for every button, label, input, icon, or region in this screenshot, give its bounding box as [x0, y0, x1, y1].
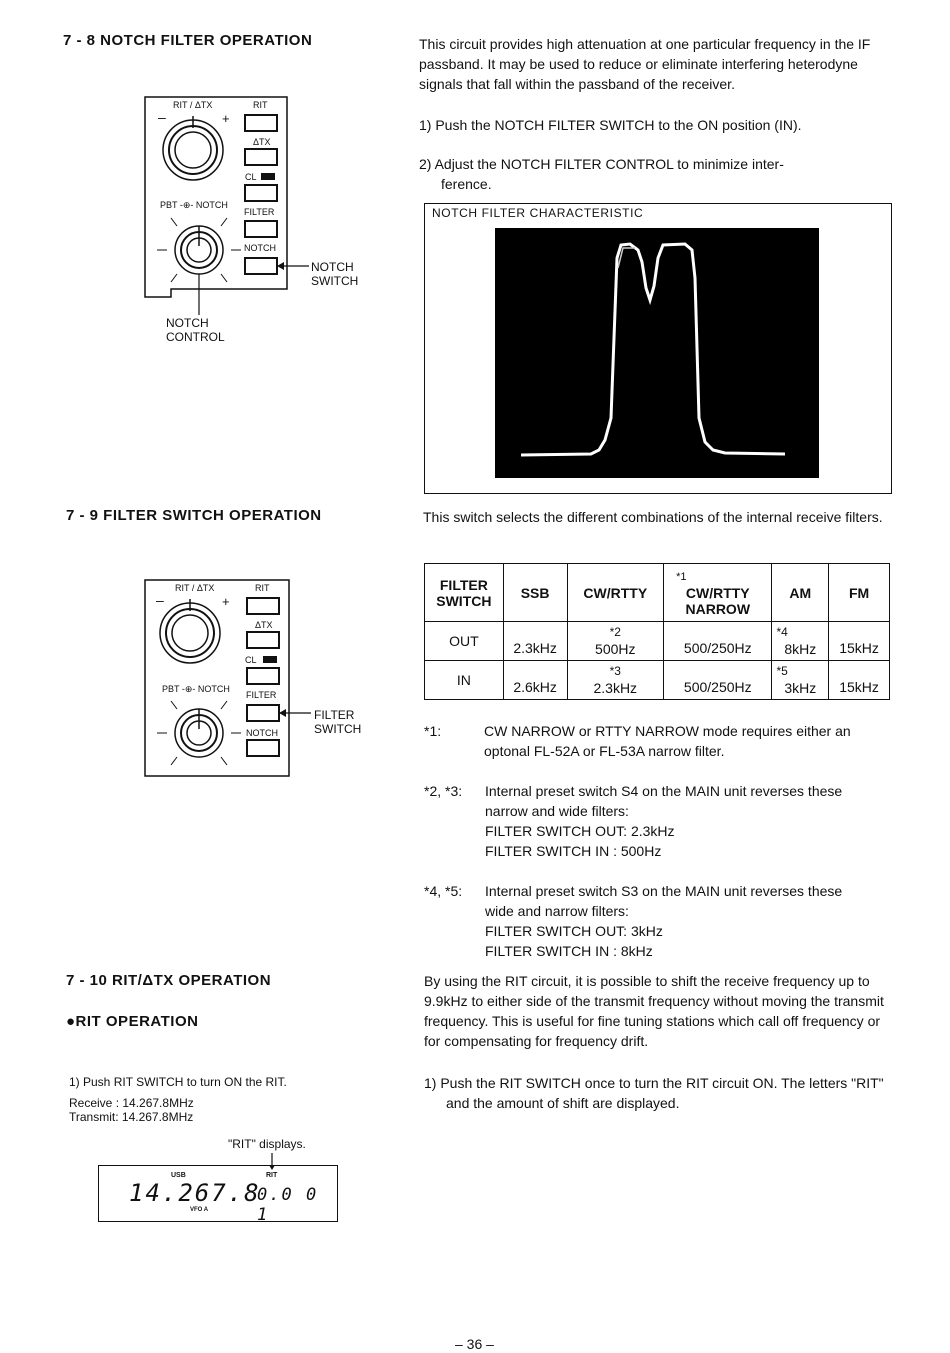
notch-step-2-line1: 2) Adjust the NOTCH FILTER CONTROL to minimize inter-: [419, 156, 784, 172]
table-cell: 15kHz: [829, 622, 890, 661]
table-header-row: [425, 564, 890, 622]
table-cell: 500/250Hz: [664, 661, 772, 700]
rit-dtx-label: RIT / ΔTX: [173, 100, 213, 110]
notch-step-1: 1) Push the NOTCH FILTER SWITCH to the ON position (IN).: [419, 117, 802, 133]
note-2-3: *2, *3: Internal preset switch S4 on the MAIN unit reverses these narrow and wide filters: FILTER SWITCH OUT: 2.3kHz FILTER SWITCH IN : 500Hz: [424, 783, 843, 859]
receive-freq: Receive : 14.267.8MHz: [69, 1096, 194, 1110]
table-row: [425, 661, 890, 700]
notch-step-2-line2: ference.: [441, 176, 492, 192]
table-cell: *4 8kHz: [772, 622, 829, 661]
filter-intro-text: This switch selects the different combinations of the internal receive filters.: [423, 509, 883, 525]
plus-label: +: [222, 594, 230, 609]
minus-label: –: [158, 109, 166, 125]
notch-intro-text: This circuit provides high attenuation at one particular frequency in the IF passband. It may be used to reduce or eliminate interfering heterodyne signals that fall within the passband of the receiver.: [419, 36, 871, 92]
page-number: – 36 –: [455, 1336, 494, 1352]
section-7-9-heading: 7 - 9 FILTER SWITCH OPERATION: [66, 507, 322, 524]
header-cw-rtty-narrow: *1 CW/RTTY NARROW: [664, 564, 772, 622]
header-fm: FM: [829, 564, 890, 622]
notch-graph-photo: [495, 228, 819, 478]
filter-switch-table: [424, 563, 890, 700]
lcd-rit-label: RIT: [266, 1172, 278, 1179]
rit-operation-subheading: ●RIT OPERATION: [66, 1013, 199, 1030]
note-4-5: *4, *5: Internal preset switch S3 on the MAIN unit reverses these wide and narrow filters: FILTER SWITCH OUT: 3kHz FILTER SWITCH IN : 8kHz: [424, 883, 843, 959]
notch-characteristic-box: [424, 203, 892, 494]
note-1: *1: CW NARROW or RTTY NARROW mode requires either an optonal FL-52A or FL-53A narrow filter.: [424, 723, 851, 759]
lcd-rit-shift: 0.0 0 1: [257, 1185, 319, 1225]
table-cell: *5 3kHz: [772, 661, 829, 700]
graph-title: NOTCH FILTER CHARACTERISTIC: [432, 206, 644, 220]
rit-step-1: 1) Push the RIT SWITCH once to turn the RIT circuit ON. The letters "RIT" and the amount of shift are displayed.: [424, 1075, 884, 1111]
lcd-usb-label: USB: [171, 1172, 186, 1179]
section-7-10-heading: 7 - 10 RIT/ΔTX OPERATION: [66, 972, 272, 989]
minus-label: –: [156, 592, 164, 608]
rit-left-step: 1) Push RIT SWITCH to turn ON the RIT.: [69, 1075, 287, 1089]
rit-label: RIT: [253, 100, 268, 110]
row-label: OUT: [425, 622, 504, 661]
rit-displays-caption: "RIT" displays.: [228, 1137, 306, 1151]
header-am: AM: [772, 564, 829, 622]
lcd-display: [98, 1165, 338, 1225]
table-cell: 15kHz: [829, 661, 890, 700]
notch-switch-callout: NOTCH SWITCH: [311, 260, 359, 288]
table-cell: 500/250Hz: [664, 622, 772, 661]
header-cw-rtty: CW/RTTY: [567, 564, 664, 622]
rit-body-text: By using the RIT circuit, it is possible to shift the receive frequency up to 9.9kHz to either side of the transmit frequency without moving the transmit frequency. This is useful for fine tuning stations which call off frequency or for compensating for frequency drift.: [424, 973, 884, 1049]
rit-label: RIT: [255, 583, 270, 593]
dtx-label: ΔTX: [255, 620, 273, 630]
plus-label: +: [222, 111, 230, 126]
notch-panel-diagram: [143, 95, 383, 345]
dtx-label: ΔTX: [253, 137, 271, 147]
table-cell: 2.6kHz: [503, 661, 567, 700]
notch-label: NOTCH: [244, 243, 276, 253]
pbt-notch-label: PBT -⊕- NOTCH: [160, 200, 228, 210]
table-cell: *3 2.3kHz: [567, 661, 664, 700]
table-cell: *2 500Hz: [567, 622, 664, 661]
filter-panel-diagram: [143, 578, 383, 783]
lcd-vfo-label: VFO A: [190, 1207, 209, 1213]
filter-switch-callout: FILTER SWITCH: [314, 708, 362, 736]
notch-label: NOTCH: [246, 728, 278, 738]
lcd-frequency: 14.267.8: [129, 1179, 261, 1207]
table-cell: 2.3kHz: [503, 622, 567, 661]
section-7-8-heading: 7 - 8 NOTCH FILTER OPERATION: [63, 32, 313, 49]
row-label: IN: [425, 661, 504, 700]
cl-label: CL: [245, 655, 257, 665]
header-filter-switch: FILTER SWITCH: [425, 564, 504, 622]
header-ssb: SSB: [503, 564, 567, 622]
table-row: [425, 622, 890, 661]
rit-dtx-label: RIT / ΔTX: [175, 583, 215, 593]
filter-label: FILTER: [246, 690, 277, 700]
notch-control-callout: NOTCH CONTROL: [166, 316, 225, 344]
pbt-notch-label: PBT -⊕- NOTCH: [162, 684, 230, 694]
cl-label: CL: [245, 172, 257, 182]
transmit-freq: Transmit: 14.267.8MHz: [69, 1110, 194, 1124]
filter-label: FILTER: [244, 207, 275, 217]
